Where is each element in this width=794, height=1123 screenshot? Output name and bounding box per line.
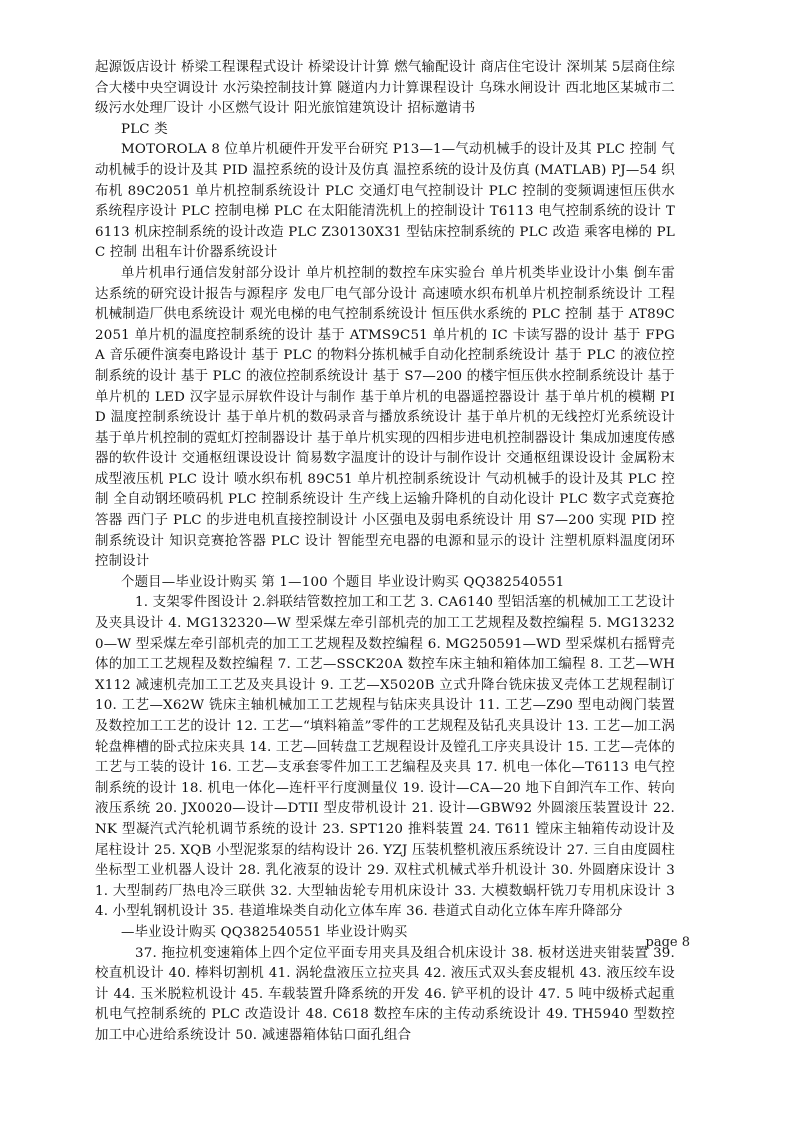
paragraph-plc-list: MOTOROLA 8 位单片机硬件开发平台研究 P13—1—气动机械手的设计及其 PLC 控制 气动机械手的设计及其 PID 温控系统的设计及仿真 温控系统的设计及仿真 (MATLAB) PJ—54 织布机 89C2051 单片机控制系统设计 PLC 交通灯电气控制设计 PLC 控制的变频调速恒压供水系统程序设计 PLC 控制电梯 PLC 在太阳能清洗机上的控制设计 T6113 电气控制系统的设计 T6113 机床控制系统的设计改造 PLC Z30130X31 型钻床控制系统的 PLC 改造 乘客电梯的 PLC 控制 出租车计价器系统设计	[95, 142, 675, 261]
paragraph-purchase-note-2: —毕业设计购买 QQ382540551 毕业设计购买	[121, 924, 408, 940]
paragraph-microcontroller-list: 单片机串行通信发射部分设计 单片机控制的数控车床实验台 单片机类毕业设计小集 倒车雷达系统的研究设计报告与源程序 发电厂电气部分设计 高速喷水织布机单片机控制系统设计 工程机械制造厂供电系统设计 观光电梯的电气控制系统设计 恒压供水系统的 PLC 控制 基于 AT89C2051 单片机的温度控制系统的设计 基于 ATMS9C51 单片机的 IC 卡读写器的设计 基于 FPGA 音乐硬件演奏电路设计 基于 PLC 的物料分拣机械手自动化控制系统设计 基于 PLC 的液位控制系统的设计 基于 PLC 的液位控制系统设计 基于 S7—200 的楼宇恒压供水控制系统设计 基于单片机的 LED 汉字显示屏软件设计与制作 基于单片机的电器遥控器设计 基于单片机的模糊 PID 温度控制系统设计 基于单片机的数码录音与播放系统设计 基于单片机的无线控灯光系统设计 基于单片机控制的霓虹灯控制器设计 基于单片机实现的四相步进电机控制器设计 集成加速度传感器的软件设计 交通枢纽课设设计 简易数字温度计的设计与制作设计 交通枢纽课设设计 金属粉末成型液压机 PLC 设计 喷水织布机 89C51 单片机控制系统设计 气动机械手的设计及其 PLC 控制 全自动钢坯喷码机 PLC 控制系统设计 生产线上运输升降机的自动化设计 PLC 数字式竞赛抢答器 西门子 PLC 的步进电机直接控制设计 小区强电及弱电系统设计 用 S7—200 实现 PID 控制系统设计 知识竞赛抢答器 PLC 设计 智能型充电器的电源和显示的设计 注塑机原料温度闭环控制设计	[95, 265, 675, 570]
paragraph-architecture-list: 起源饭店设计 桥梁工程课程式设计 桥梁设计计算 燃气输配设计 商店住宅设计 深圳某 5层商住综合大楼中央空调设计 水污染控制技计算 隧道内力计算课程设计 乌珠水闸设计 西北地区某城市二级污水处理厂设计 小区燃气设计 阳光旅馆建筑设计 招标邀请书	[95, 60, 675, 117]
paragraph-numbered-topics-37-50: 37. 拖拉机变速箱体上四个定位平面专用夹具及组合机床设计 38. 板材送进夹钳装置 39. 校直机设计 40. 棒料切割机 41. 涡轮盘液压立拉夹具 42. 液压式双头套皮辊机 43. 液压绞车设计 44. 玉米脱粒机设计 45. 车载装置升降系统的开发 46. 铲平机的设计 47. 5 吨中级桥式起重机电气控制系统的 PLC 改造设计 48. C618 数控车床的主传动系统设计 49. TH5940 型数控加工中心进给系统设计 50. 减速器箱体钻口面孔组合	[95, 945, 675, 1043]
paragraph-numbered-topics-1-36: 1. 支架零件图设计 2.斜联结管数控加工和工艺 3. CA6140 型铝活塞的机械加工工艺设计及夹具设计 4. MG132320—W 型采煤左牵引部机壳的加工工艺规程及数控编程 5. MG132320—W 型采煤左牵引部机壳的加工工艺规程及数控编程 6. MG250591—WD 型采煤机右摇臂壳体的加工工艺规程及数控编程 7. 工艺—SSCK20A 数控车床主轴和箱体加工编程 8. 工艺—WHX112 减速机壳加工工艺及夹具设计 9. 工艺—X5020B 立式升降台铣床拔叉壳体工艺规程制订 10. 工艺—X62W 铣床主轴机械加工工艺规程与钻床夹具设计 11. 工艺—Z90 型电动阀门装置及数控加工工艺的设计 12. 工艺—“填料箱盖”零件的工艺规程及钻孔夹具设计 13. 工艺—加工涡轮盘榫槽的卧式拉床夹具 14. 工艺—回转盘工艺规程设计及镗孔工序夹具设计 15. 工艺—壳体的工艺与工装的设计 16. 工艺—支承套零件加工工艺编程及夹具 17. 机电一体化—T6113 电气控制系统的设计 18. 机电一体化—连杆平行度测量仪 19. 设计—CA—20 地下自卸汽车工作、转向液压系统 20. JX0020—设计—DTII 型皮带机设计 21. 设计—GBW92 外圆滚压装置设计 22. NK 型凝汽式汽轮机调节系统的设计 23. SPT120 推料装置 24. T611 镗床主轴箱传动设计及尾柱设计 25. XQB 小型泥浆泵的结构设计 26. YZJ 压装机整机液压系统设计 27. 三自由度圆柱坐标型工业机器人设计 28. 乳化液泵的设计 29. 双柱式机械式举升机设计 30. 外圆磨床设计 31. 大型制药厂热电冷三联供 32. 大型轴齿轮专用机床设计 33. 大模数蜗杆铣刀专用机床设计 34. 小型轧钢机设计 35. 巷道堆垛类自动化立体车库 36. 巷道式自动化立体车库升降部分	[95, 595, 675, 920]
page-number: page 8	[645, 935, 690, 950]
paragraph-purchase-note: 个题目—毕业设计购买 第 1—100 个题目 毕业设计购买 QQ382540551	[121, 574, 565, 590]
section-heading-plc: PLC 类	[121, 121, 168, 137]
document-body	[95, 58, 675, 1047]
